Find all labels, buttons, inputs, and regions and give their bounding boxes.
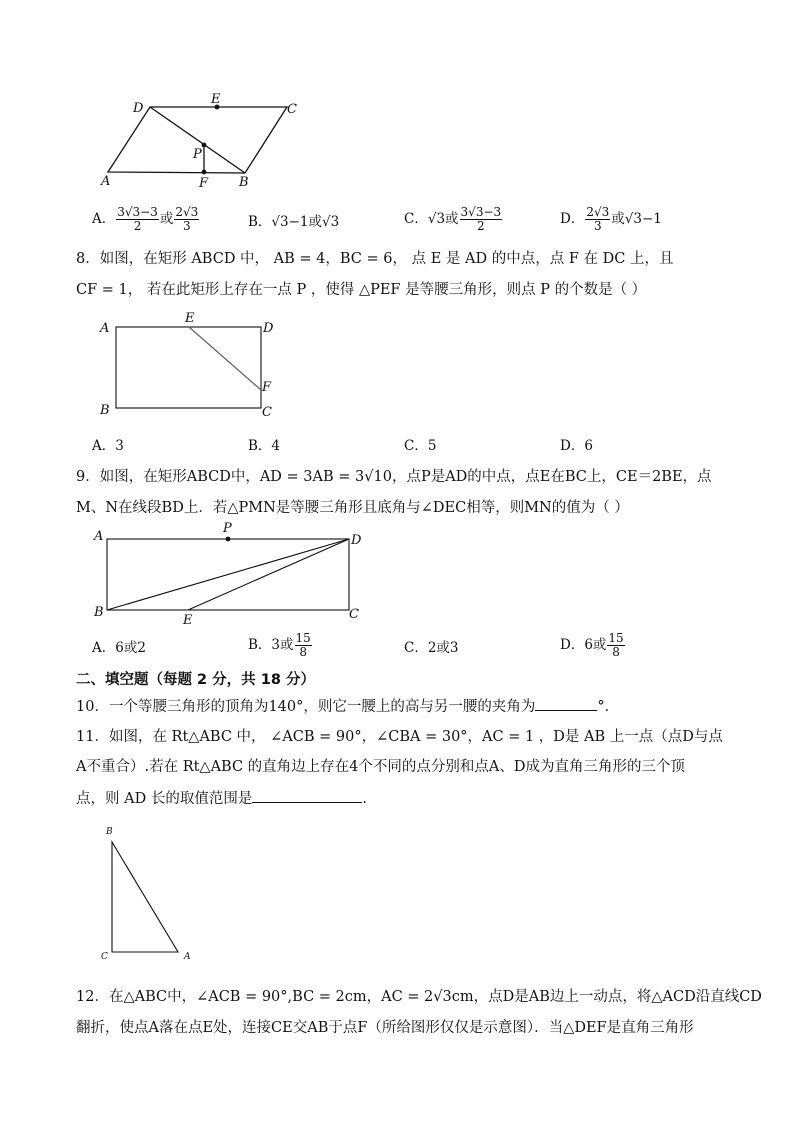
- fraction: [585, 206, 610, 233]
- point-p: [226, 537, 231, 542]
- fraction: [460, 206, 503, 233]
- fraction: [295, 632, 312, 659]
- label-a: A: [101, 174, 111, 189]
- segment-ed: [188, 539, 349, 610]
- segment-ef: [189, 327, 261, 390]
- label-b: B: [106, 827, 113, 837]
- option-letter: D．: [560, 637, 585, 653]
- numerator: 3√3−3: [117, 205, 158, 219]
- option-letter: A．: [92, 438, 116, 454]
- numerator: 2√3: [586, 205, 610, 219]
- triangle-abc: [112, 842, 178, 952]
- denominator: 3: [183, 219, 191, 233]
- option-letter: A．: [92, 640, 116, 656]
- denominator: 2: [133, 219, 142, 233]
- q11-line1: 11．如图，在 Rt△ABC 中， ∠ACB = 90°，∠CBA = 30°，AC = 1 ，D是 AB 上一点（点D与点: [76, 729, 723, 745]
- label-d: D: [263, 321, 274, 336]
- q8-option-b: [248, 436, 280, 456]
- denominator: 2: [477, 219, 485, 233]
- label-d: D: [351, 533, 362, 548]
- q9-option-b: [248, 632, 313, 659]
- option-text: 6或: [584, 637, 607, 653]
- fraction: [116, 206, 159, 233]
- q9-figure: [90, 520, 370, 630]
- q11-line3: [76, 788, 367, 809]
- option-text: 4: [271, 438, 281, 454]
- numerator: 15: [608, 631, 624, 645]
- label-b: B: [100, 403, 110, 418]
- label-e: E: [183, 613, 193, 628]
- label-a: A: [94, 529, 104, 544]
- option-text: 3: [115, 438, 124, 454]
- q11-line3-end: .: [362, 791, 367, 807]
- label-a: A: [184, 952, 191, 962]
- option-text: 或√3−1: [611, 211, 662, 227]
- q11-line3-text: 点，则 AD 长的取值范围是: [76, 791, 253, 807]
- q12-line1: 12．在△ABC中，∠ACB = 90°,BC = 2cm，AC = 2√3cm，点D是AB边上一动点，将△ACD沿直线CD: [76, 989, 762, 1005]
- q11-line2: A不重合）.若在 Rt△ABC 的直角边上存在4个不同的点分别和点A、D成为直角三角形的三个顶: [76, 759, 686, 775]
- q8-line2: CF = 1， 若在此矩形上存在一点 P ，使得 △PEF 是等腰三角形，则点 P 的个数是（ ）: [76, 282, 647, 298]
- label-p: P: [223, 521, 232, 536]
- label-e: E: [185, 311, 195, 326]
- option-text: √3−1或√3: [271, 214, 340, 230]
- or-text: 或: [159, 211, 174, 227]
- segment-bd: [107, 539, 349, 610]
- label-f: F: [199, 176, 209, 191]
- q9-option-a: [92, 638, 146, 658]
- fraction: [607, 632, 624, 659]
- section-heading: 二、填空题（每题 2 分，共 18 分）: [76, 672, 315, 688]
- option-text: 6或2: [115, 640, 146, 656]
- denominator: 8: [612, 645, 620, 659]
- option-letter: B．: [248, 438, 272, 454]
- label-p: P: [193, 147, 202, 162]
- q9-option-d: [560, 632, 626, 659]
- segment-db: [150, 107, 245, 173]
- label-d: D: [133, 101, 144, 116]
- label-f: F: [262, 380, 272, 395]
- label-c: C: [262, 405, 272, 420]
- point-p: [202, 143, 207, 148]
- fraction: [174, 206, 199, 233]
- label-b: B: [94, 605, 104, 620]
- option-letter: C．: [404, 438, 428, 454]
- numerator: 2√3: [175, 205, 199, 219]
- q8-line1: 8．如图，在矩形 ABCD 中， AB = 4，BC = 6， 点 E 是 AD 的中点，点 F 在 DC 上，且: [76, 251, 674, 267]
- numerator: 15: [295, 631, 311, 645]
- q8-option-d: [560, 436, 593, 456]
- label-c: C: [101, 952, 108, 962]
- q10: [76, 696, 619, 717]
- numerator: 3√3−3: [460, 205, 502, 219]
- option-letter: A．: [92, 211, 116, 227]
- q9-line1: 9．如图，在矩形ABCD中，AD = 3AB = 3√10，点P是AD的中点，点E在BC上，CE＝2BE，点: [76, 469, 712, 485]
- q11-figure: [98, 822, 198, 962]
- q9-option-c: [404, 638, 459, 658]
- label-c: C: [349, 607, 359, 622]
- label-b: B: [239, 175, 249, 190]
- point-f: [202, 170, 207, 175]
- option-text: 6: [584, 438, 593, 454]
- rectangle-abcd: [116, 327, 261, 408]
- q12-line2: 翻折，使点A落在点E处，连接CE交AB于点F（所给图形仅仅是示意图）．当△DEF是直角三角形: [76, 1020, 694, 1036]
- option-letter: B．: [248, 214, 272, 230]
- q7-option-b: [248, 212, 339, 232]
- option-text: 5: [427, 438, 437, 454]
- denominator: 3: [593, 219, 602, 233]
- option-letter: D．: [560, 438, 585, 454]
- label-c: C: [287, 102, 297, 117]
- q7-option-a: [92, 206, 200, 233]
- q8-option-c: [404, 436, 436, 456]
- option-letter: D．: [560, 211, 585, 227]
- label-a: A: [100, 321, 110, 336]
- option-text: √3或: [427, 211, 459, 227]
- q9-line2: M、N在线段BD上．若△PMN是等腰三角形且底角与∠DEC相等，则MN的值为（ ）: [76, 500, 629, 516]
- q7-option-d: [560, 206, 662, 233]
- q8-figure: [95, 310, 285, 425]
- option-text: 2或3: [427, 640, 459, 656]
- option-text: 3或: [271, 637, 294, 653]
- answer-blank[interactable]: [252, 788, 362, 803]
- option-letter: C．: [404, 640, 428, 656]
- q7-option-c: [404, 206, 503, 233]
- denominator: 8: [299, 645, 307, 659]
- q8-option-a: [92, 436, 124, 456]
- label-e: E: [211, 92, 221, 107]
- q10-suffix: °．: [597, 699, 620, 715]
- q10-text: 10．一个等腰三角形的顶角为140°，则它一腰上的高与另一腰的夹角为: [76, 699, 536, 715]
- answer-blank[interactable]: [535, 696, 597, 711]
- option-letter: B．: [248, 637, 272, 653]
- q7-figure: [95, 92, 315, 192]
- option-letter: C．: [404, 211, 428, 227]
